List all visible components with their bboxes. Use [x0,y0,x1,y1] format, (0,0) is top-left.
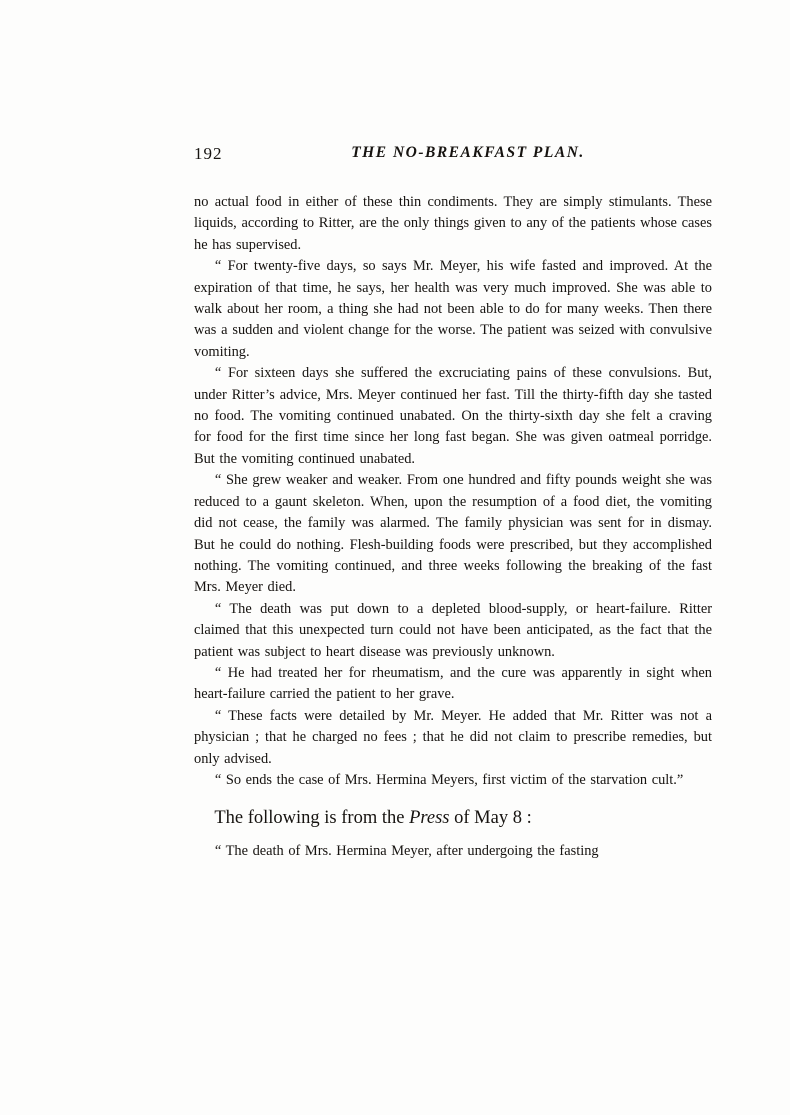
press-title: Press [409,808,450,829]
paragraph: “ So ends the case of Mrs. Hermina Meyers, first victim of the starvation cult.” [214,771,684,788]
paragraph: “ The death was put down to a depleted blood-supply, or heart-failure. Ritter claimed that this unexpected turn could not have been anticipated, as the fact that the patient was subject to heart disease was previously unknown. [194,600,712,660]
paragraph: “ For twenty-five days, so says Mr. Meyer, his wife fasted and improved. At the expiration of that time, he says, her health was very much improved. She was able to walk about her room, a thing she had not been able to do for many weeks. Then there was a sudden and violent change for the worse. The patient was seized with convulsive vomiting. [194,258,712,360]
paragraph: “ These facts were detailed by Mr. Meyer. He added that Mr. Ritter was not a physician ; that he charged no fees ; that he did not claim to prescribe remedies, but only advised. [194,707,712,767]
paragraph: “ For sixteen days she suffered the excruciating pains of these convulsions. But, under Ritter’s advice, Mrs. Meyer continued her fast. Till the thirty-fifth day she tasted no food. The vomiting continued unabated. On the thirty-sixth day she felt a craving for food for the first time since her long fast began. She was given oatmeal porridge. But the vomiting continued unabated. [194,365,712,467]
text-block [194,144,712,863]
closing-text [194,841,712,862]
body-text [194,192,712,791]
running-head [194,144,712,166]
paragraph: “ She grew weaker and weaker. From one hundred and fifty pounds weight she was reduced to a gaunt skeleton. When, upon the resumption of a food diet, the vomiting did not cease, the family was alarmed. The family physician was sent for in dismay. But he could do nothing. Flesh-building foods were prescribed, but they accomplished nothing. The vomiting continued, and three weeks following the breaking of the fast Mrs. Meyer died. [194,472,712,596]
page-number: 192 [194,144,223,163]
paragraph: “ The death of Mrs. Hermina Meyer, after undergoing the fasting [214,843,599,860]
interlude-prefix: The following is from the [214,808,410,829]
paragraph: no actual food in either of these thin condiments. They are simply stimulants. These liquids, according to Ritter, are the only things given to any of the patients whose cases he has supervised. [194,194,712,253]
paragraph: “ He had treated her for rheumatism, and the cure was apparently in sight when heart-failure carried the patient to her grave. [194,664,712,703]
interlude-suffix: of May 8 : [449,808,532,829]
interlude-line [194,805,712,831]
page-title: THE NO-BREAKFAST PLAN. [351,144,585,161]
